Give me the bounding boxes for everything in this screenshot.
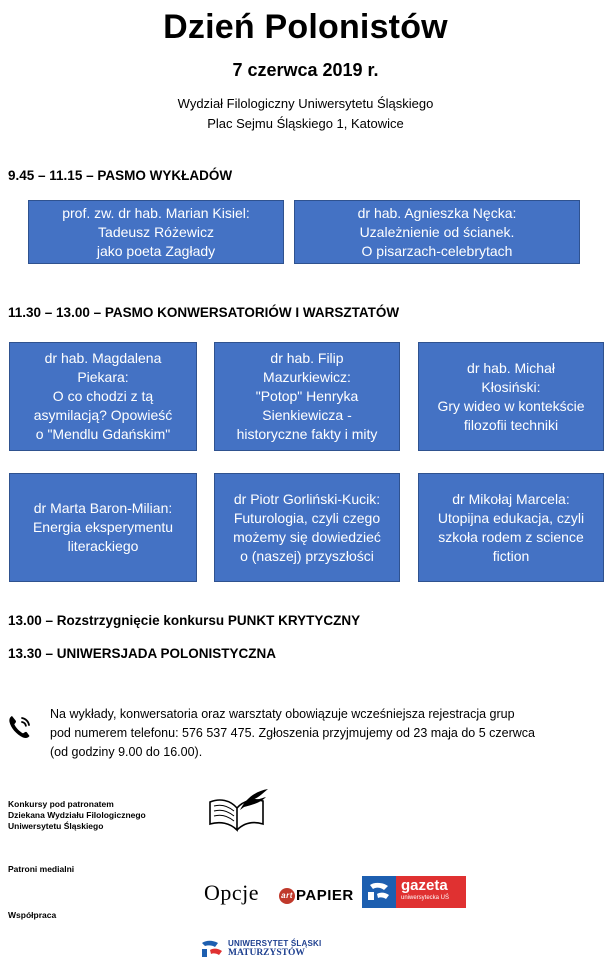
workshop-line: dr hab. Michał	[467, 359, 555, 376]
workshop-box-mazurkiewicz	[214, 342, 400, 451]
patronage-line-1: Konkursy pod patronatem	[8, 799, 114, 809]
artpapier-logo	[279, 887, 354, 904]
us-line-2: MATURZYSTÓW	[228, 948, 305, 958]
registration-line-3: (od godziny 9.00 do 16.00).	[50, 745, 203, 759]
workshop-line: O co chodzi z tą	[52, 388, 154, 404]
papier-text: PAPIER	[296, 887, 354, 904]
contest-text: Rozstrzygnięcie konkursu	[56, 613, 228, 628]
gazeta-wordmark	[396, 876, 466, 908]
workshop-line: Piekara:	[77, 369, 129, 385]
workshop-line: dr hab. Magdalena	[44, 350, 162, 366]
venue-line-1: Wydział Filologiczny Uniwersytetu Śląskiego	[177, 96, 434, 111]
workshop-box-baron-milian	[9, 473, 197, 582]
lecture-line: O pisarzach-celebrytach	[361, 242, 513, 259]
lecture-box-necka	[294, 200, 580, 264]
workshop-line: o (naszej) przyszłości	[240, 547, 374, 564]
registration-line-1: Na wykłady, konwersatoria oraz warsztaty obowiązuje wcześniejsza rejestracja grup	[50, 707, 515, 721]
lecture-line: prof. zw. dr hab. Marian Kisiel:	[62, 204, 250, 221]
page-title: Dzień Polonistów	[163, 8, 448, 46]
workshop-line: dr Mikołaj Marcela:	[452, 490, 570, 507]
workshop-box-gorlinski-kucik	[214, 473, 400, 582]
workshop-line: historyczne fakty i mity	[236, 426, 378, 442]
open-book-icon	[206, 788, 270, 832]
gazeta-mark-icon	[362, 876, 396, 908]
workshop-line: Futurologia, czyli czego	[233, 509, 381, 526]
gazeta-logo	[362, 876, 466, 908]
workshop-line: dr Marta Baron-Milian:	[33, 500, 173, 516]
lecture-line: jako poeta Zagłady	[96, 242, 216, 259]
lecture-box-kisiel	[28, 200, 284, 264]
media-patrons-label: Patroni medialni	[8, 864, 75, 874]
workshop-line: filozofii techniki	[463, 416, 559, 433]
workshop-line: możemy się dowiedzieć	[233, 528, 381, 545]
contest-line	[8, 613, 360, 628]
workshop-line: o "Mendlu Gdańskim"	[35, 426, 171, 442]
gazeta-subtitle: uniwersytecka UŚ	[401, 895, 450, 901]
workshop-line: Gry wideo w kontekście	[437, 397, 585, 414]
workshop-line: literackiego	[67, 538, 139, 554]
us-line-1: UNIWERSYTET ŚLĄSKI	[228, 939, 322, 948]
contest-time: 13.00 –	[8, 613, 57, 628]
us-maturzystow-logo	[200, 938, 340, 960]
lecture-line: Tadeusz Różewicz	[98, 223, 214, 240]
gazeta-title: gazeta	[401, 877, 448, 894]
registration-line-2: pod numerem telefonu: 576 537 475. Zgłoszenia przyjmujemy od 23 maja do 5 czerwca	[50, 726, 535, 740]
venue-line-2: Plac Sejmu Śląskiego 1, Katowice	[207, 116, 404, 131]
venue	[0, 94, 611, 134]
workshop-line: Kłosiński:	[481, 378, 541, 395]
workshop-box-piekara	[9, 342, 197, 451]
workshop-line: Mazurkiewicz:	[263, 369, 351, 385]
lecture-line: Uzależnienie od ścianek.	[359, 223, 515, 240]
phone-icon	[6, 713, 34, 741]
patronage-line-2: Dziekana Wydziału Filologicznego	[8, 810, 146, 820]
workshops-heading: 11.30 – 13.00 – PASMO KONWERSATORIÓW I WARSZTATÓW	[8, 305, 400, 320]
universiade-line: 13.30 – UNIWERSJADA POLONISTYCZNA	[8, 646, 277, 661]
art-mark: art	[279, 888, 295, 904]
workshop-box-klosinski	[418, 342, 604, 451]
workshop-line: Sienkiewicza -	[262, 407, 352, 423]
lectures-heading: 9.45 – 11.15 – PASMO WYKŁADÓW	[8, 168, 233, 183]
workshop-line: asymilacją? Opowieść	[33, 407, 173, 423]
opcje-logo: Opcje	[204, 880, 260, 905]
patronage-line-3: Uniwersytetu Śląskiego	[8, 821, 104, 831]
workshop-line: "Potop" Henryka	[255, 388, 359, 404]
us-emblem-icon	[200, 939, 226, 959]
patronage-label	[8, 799, 146, 832]
workshop-line: Energia eksperymentu	[32, 519, 174, 535]
workshop-box-marcela	[418, 473, 604, 582]
registration-note	[50, 705, 570, 762]
event-date: 7 czerwca 2019 r.	[232, 60, 379, 80]
contest-name: PUNKT KRYTYCZNY	[227, 613, 361, 628]
workshop-line: dr hab. Filip	[270, 350, 344, 366]
cooperation-label: Współpraca	[8, 910, 57, 920]
workshop-line: szkoła rodem z science	[438, 528, 584, 545]
lecture-line: dr hab. Agnieszka Nęcka:	[357, 204, 517, 221]
workshop-line: fiction	[492, 547, 530, 564]
workshop-line: Utopijna edukacja, czyli	[437, 509, 585, 526]
workshop-line: dr Piotr Gorliński-Kucik:	[233, 490, 381, 507]
